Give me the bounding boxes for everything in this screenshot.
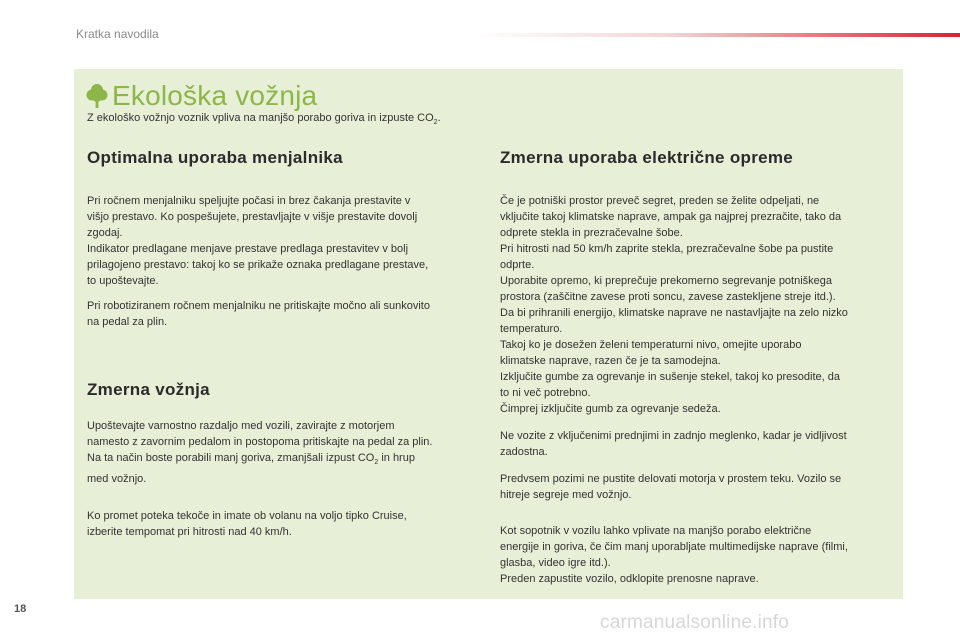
left-column bbox=[87, 140, 477, 540]
paragraph-robotized-gearbox: Pri robotiziranem ročnem menjalniku ne pritiskajte močno ali sunkovito na pedal za plin. bbox=[87, 300, 430, 328]
page-title: Ekološka vožnja bbox=[112, 80, 318, 111]
tree-icon bbox=[86, 83, 108, 109]
page-number: 18 bbox=[14, 603, 27, 615]
paragraph-idle-engine: Predvsem pozimi ne pustite delovati motorja v prostem teku. Vozilo se hitreje segreje med vožnjo. bbox=[500, 473, 842, 501]
heading-electrical-equipment: Zmerna uporaba električne opreme bbox=[500, 148, 794, 167]
paragraph-multimedia: Kot sopotnik v vozilu lahko vplivate na manjšo porabo električne energije in goriva, če čim manj uporabljate multimedijske naprave (filmi, glasba, video igre itd.). Preden zapustite vozilo, odklopite prenosne naprave. bbox=[500, 525, 848, 585]
watermark: carmanualsonline.info bbox=[600, 612, 790, 633]
paragraph-air-conditioning: Če je potniški prostor preveč segret, preden se želite odpeljati, ne vključite takoj klimatske naprave, ampak ga najprej prezračite, tako da odprete stekla in prezračevalne šobe. Pri hitrosti nad 50 km/h zaprite stekla, prezračevalne šobe pa pustite odprte. Uporabite opremo, ki preprečuje prekomerno segrevanje potniškega prostora (zaščitne zavese proti soncu, zavese zastekljene streje itd.). Da bi prihranili energijo, klimatske naprave ne nastavljajte na zelo nizko temperaturo. Takoj ko je dosežen želeni temperaturni nivo, omejite uporabo klimatske naprave, razen če je ta samodejna. Izključite gumbe za ogrevanje in sušenje stekel, takoj ko presodite, da to ni več potrebno. Čimprej izključite gumb za ogrevanje sedeža. bbox=[500, 195, 848, 415]
intro-text: Z ekološko vožnjo voznik vpliva na manjšo porabo goriva in izpuste $CO_2$. bbox=[87, 112, 441, 127]
heading-gearbox: Optimalna uporaba menjalnika bbox=[87, 148, 343, 167]
paragraph-manual-gearbox: Pri ročnem menjalniku speljujte počasi in brez čakanja prestavite v višjo prestavo. Ko pospešujete, prestavljajte v višje prestavite dovolj zgodaj. Indikator predlagane menjave prestave predlaga prestavitev v bolj prilagojeno prestavo: takoj ko se prikaže oznaka predlagane prestave, to upoštevajte. bbox=[87, 195, 429, 287]
paragraph-cruise-control: Ko promet poteka tekoče in imate ob volanu na voljo tipko Cruise, izberite tempomat pri hitrosti nad 40 km/h. bbox=[87, 510, 407, 539]
heading-moderate-driving: Zmerna vožnja bbox=[87, 380, 210, 399]
header-accent-line bbox=[470, 33, 960, 37]
paragraph-fog-lights: Ne vozite z vključenimi prednjimi in zadnjo meglenko, kadar je vidljivost zadostna. bbox=[500, 430, 847, 458]
title-row bbox=[86, 80, 317, 112]
paragraph-safe-distance: Upoštevajte varnostno razdaljo med vozili, zavirajte z motorjem namesto z zavornim pedalom in postopoma pritiskajte na pedal za plin. Na ta način boste porabili manj goriva, zmanjšali izpust $CO_2$ in hrup med vožnjo. bbox=[87, 420, 433, 486]
header-section-label: Kratka navodila bbox=[76, 27, 159, 41]
right-column bbox=[500, 140, 895, 587]
